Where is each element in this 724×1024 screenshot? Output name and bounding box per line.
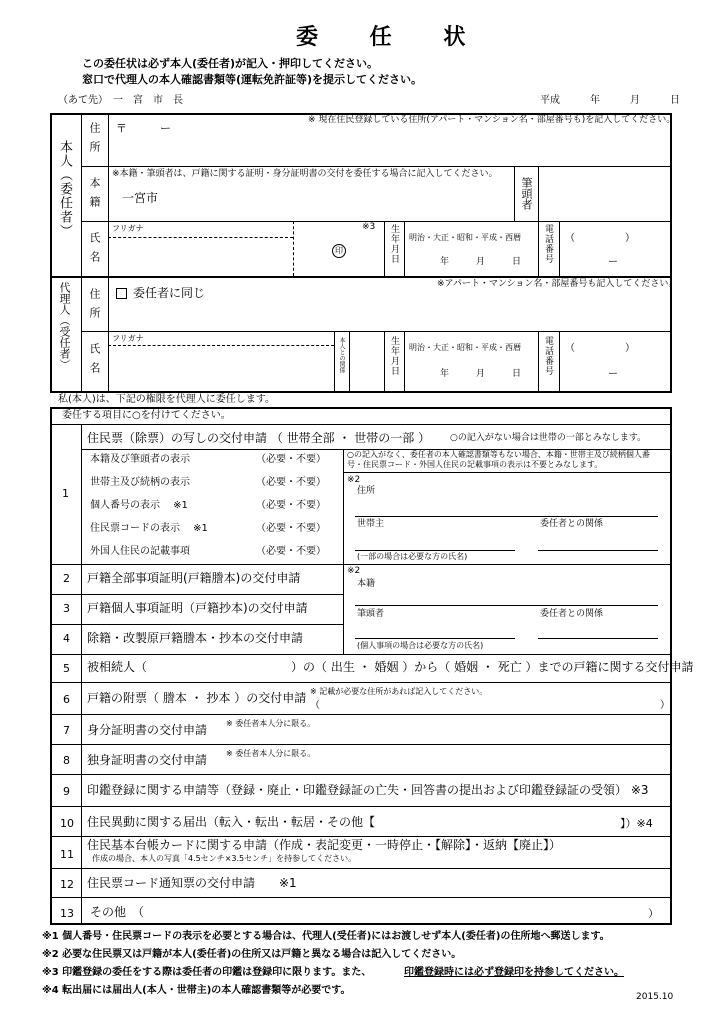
item-1-right-note: ○の記入がなく、委任者の本人確認書類等もない場合、本籍・世帯主及び続柄個人番号・住民票コード・外国人住民の記載事項の表示は不要とみなします。 bbox=[347, 450, 650, 469]
item-6-paren: （ ） bbox=[310, 700, 670, 711]
item-5-text[interactable]: 被相続人（ ）の（ 出生 ・ 婚姻 ）から（ 婚姻 ・ 死亡 ）までの戸籍に関する交付申請 bbox=[87, 660, 694, 674]
item-9-text[interactable]: 印鑑登録に関する申請等（登録・廃止・印鑑登録証の亡失・回答書の提出および印鑑登録証の受領） ※3 bbox=[87, 783, 649, 797]
agent-phone-label: 電話番号 bbox=[543, 336, 553, 376]
agent-eras: 明治・大正・昭和・平成・西暦 bbox=[409, 343, 521, 352]
agent-phone-paren: （ ） bbox=[565, 343, 635, 354]
item-5-number: 5 bbox=[63, 662, 70, 675]
delegation-statement: 私(本人)は、下記の権限を代理人に委任します。 bbox=[58, 394, 276, 405]
item-1-option-3-label: 住民票コードの表示 ※1 bbox=[90, 523, 208, 534]
koseki-note2: ※2 bbox=[347, 566, 361, 576]
principal-honseki-label: 本籍 bbox=[88, 177, 101, 215]
item-13-number: 13 bbox=[60, 907, 74, 920]
item-6-note: ※ 記載が必要な住所があれば記入してください。 bbox=[310, 687, 488, 696]
koseki-individual-note: (個人事項の場合は必要な方の氏名) bbox=[357, 641, 484, 650]
agent-phone-dash: ー bbox=[608, 369, 618, 380]
item-6-number: 6 bbox=[63, 693, 70, 706]
item-1-title[interactable]: 住民票（除票）の写しの交付申請 （ 世帯全部 ・ 世帯の一部 ） bbox=[87, 431, 431, 445]
form-version: 2015.10 bbox=[636, 992, 674, 1002]
item-2-text[interactable]: 戸籍全部事項証明(戸籍謄本)の交付申請 bbox=[87, 571, 301, 585]
item-7-text[interactable]: 身分証明書の交付申請 bbox=[87, 723, 208, 737]
item-1-option-4-choice[interactable]: （必要・不要） bbox=[256, 546, 326, 557]
item-1-option-2-label: 個人番号の表示 ※1 bbox=[90, 500, 188, 511]
principal-postal: 〒 ー bbox=[116, 122, 171, 135]
instruction-line-2: 窓口で代理人の本人確認書類等(運転免許証等)を提示してください。 bbox=[82, 73, 423, 86]
principal-ymd: 年 月 日 bbox=[440, 257, 522, 267]
item-11-number: 11 bbox=[60, 848, 74, 861]
item-1-title-note: ○の記入がない場合は世帯の一部とみなします。 bbox=[450, 433, 647, 443]
item-2-number: 2 bbox=[63, 572, 70, 585]
agent-ymd: 年 月 日 bbox=[440, 369, 522, 379]
item-8-text[interactable]: 独身証明書の交付申請 bbox=[87, 753, 208, 767]
agent-address-note: ※アパート・マンション名・部屋番号も記入してください。 bbox=[437, 279, 678, 289]
item-4-text[interactable]: 除籍・改製原戸籍謄本・抄本の交付申請 bbox=[87, 631, 304, 645]
item-1-address-label: 住所 bbox=[357, 486, 376, 496]
seal-mark-icon: 印 bbox=[332, 244, 346, 258]
item-8-number: 8 bbox=[63, 754, 70, 767]
item-1-option-3-choice[interactable]: （必要・不要） bbox=[256, 523, 326, 534]
item-1-note2: ※2 bbox=[347, 475, 361, 485]
principal-section-label: 本人（委任者） bbox=[57, 140, 72, 238]
principal-hittousha-label: 筆頭者 bbox=[520, 177, 533, 210]
instruction-line-1: この委任状は必ず本人(委任者)が記入・押印してください。 bbox=[82, 57, 379, 70]
principal-phone-paren: （ ） bbox=[565, 233, 635, 244]
item-1-option-1-label: 世帯主及び続柄の表示 bbox=[90, 477, 190, 488]
item-3-number: 3 bbox=[63, 602, 70, 615]
agent-address-label: 住所 bbox=[88, 288, 101, 326]
page-title: 委 任 状 bbox=[296, 25, 488, 50]
item-12-text[interactable]: 住民票コード通知票の交付申請 ※1 bbox=[87, 876, 297, 890]
item-8-note: ※ 委任者本人分に限る。 bbox=[226, 749, 316, 758]
agent-section-label: 代理人（受任者） bbox=[58, 282, 71, 370]
item-1-number: 1 bbox=[62, 487, 69, 500]
item-12-number: 12 bbox=[60, 878, 74, 891]
item-10-number: 10 bbox=[60, 817, 74, 830]
item-10-text[interactable]: 住民異動に関する届出（転入・転出・転居・その他【 bbox=[87, 815, 376, 829]
same-as-principal-checkbox[interactable] bbox=[116, 288, 127, 299]
item-11-sub: 作成の場合、本人の写真「4.5センチ×3.5センチ」を持参してください。 bbox=[92, 854, 357, 863]
footnote-3-emphasis: 印鑑登録時には必ず登録印を持参してください。 bbox=[404, 967, 624, 978]
agent-furigana-label: フリガナ bbox=[112, 334, 144, 343]
date-line: 平成 年 月 日 bbox=[540, 95, 680, 106]
koseki-honseki-label: 本籍 bbox=[357, 579, 376, 589]
principal-address-note: ※ 現在住民登録している住所(アパート・マンション名・部屋番号も)を記入してください。 bbox=[308, 115, 676, 125]
principal-honseki-note: ※本籍・筆頭者は、戸籍に関する証明・身分証明書の交付を委任する場合に記入してください。 bbox=[112, 169, 498, 179]
footnote-2: ※2 必要な住民票又は戸籍が本人(委任者)の住所又は戸籍と異なる場合は記入してください。 bbox=[42, 949, 462, 960]
principal-phone-label: 電話番号 bbox=[543, 224, 553, 264]
item-13-tail: ） bbox=[648, 907, 659, 920]
addressee: （あて先） 一 宮 市 長 bbox=[58, 95, 183, 106]
footnote-3: ※3 印鑑登録の委任をする際は委任者の印鑑は登録印に限ります。また、 bbox=[42, 967, 372, 978]
principal-eras: 明治・大正・昭和・平成・西暦 bbox=[409, 233, 521, 242]
item-9-number: 9 bbox=[63, 785, 70, 798]
item-1-option-0-choice[interactable]: （必要・不要） bbox=[256, 454, 326, 465]
item-6-text[interactable]: 戸籍の附票（ 謄本 ・ 抄本 ）の交付申請 bbox=[87, 691, 307, 705]
principal-furigana-label: フリガナ bbox=[112, 224, 144, 233]
item-1-relation-label: 委任者との関係 bbox=[540, 519, 604, 529]
item-1-option-0-label: 本籍及び筆頭者の表示 bbox=[90, 454, 190, 465]
principal-phone-dash: ー bbox=[608, 257, 618, 268]
item-11-text[interactable]: 住民基本台帳カードに関する申請（作成・表記変更・一時停止・【解除】・返納【廃止】） bbox=[87, 838, 562, 852]
item-1-option-4-label: 外国人住民の記載事項 bbox=[90, 546, 190, 557]
agent-dob-label: 生年月日 bbox=[389, 336, 399, 376]
item-13-text[interactable]: その他 （ bbox=[90, 905, 145, 919]
item-1-option-2-choice[interactable]: （必要・不要） bbox=[256, 500, 326, 511]
item-3-text[interactable]: 戸籍個人事項証明（戸籍抄本)の交付申請 bbox=[87, 601, 308, 615]
item-7-number: 7 bbox=[63, 724, 70, 737]
principal-address-label: 住所 bbox=[88, 122, 101, 160]
same-as-principal-label: 委任者に同じ bbox=[133, 286, 206, 300]
principal-name-label: 氏名 bbox=[88, 232, 101, 270]
item-10-tail: 】）※4 bbox=[620, 817, 653, 830]
item-7-note: ※ 委任者本人分に限る。 bbox=[226, 719, 316, 728]
item-1-option-1-choice[interactable]: （必要・不要） bbox=[256, 477, 326, 488]
agent-name-label: 氏名 bbox=[88, 343, 101, 381]
footnote-1: ※1 個人番号・住民票コードの表示を必要とする場合は、代理人(受任者)にはお渡しせず本人(委任者)の住所地へ郵送します。 bbox=[42, 931, 610, 942]
item-4-number: 4 bbox=[63, 632, 70, 645]
koseki-relation-label: 委任者との関係 bbox=[540, 609, 604, 619]
items-header: 委任する項目に○を付けてください。 bbox=[62, 410, 231, 421]
footnote-4: ※4 転出届には届出人(本人・世帯主)の本人確認書類等が必要です。 bbox=[42, 985, 351, 996]
principal-note3: ※3 bbox=[362, 222, 376, 232]
principal-dob-label: 生年月日 bbox=[389, 224, 399, 264]
item-1-partial-note: (一部の場合は必要な方の氏名) bbox=[357, 552, 468, 561]
item-1-head-label: 世帯主 bbox=[357, 519, 385, 529]
koseki-head-label: 筆頭者 bbox=[357, 609, 385, 619]
principal-honseki-value[interactable]: 一宮市 bbox=[122, 191, 159, 205]
agent-relation-label: 本人との関係 bbox=[338, 337, 345, 373]
